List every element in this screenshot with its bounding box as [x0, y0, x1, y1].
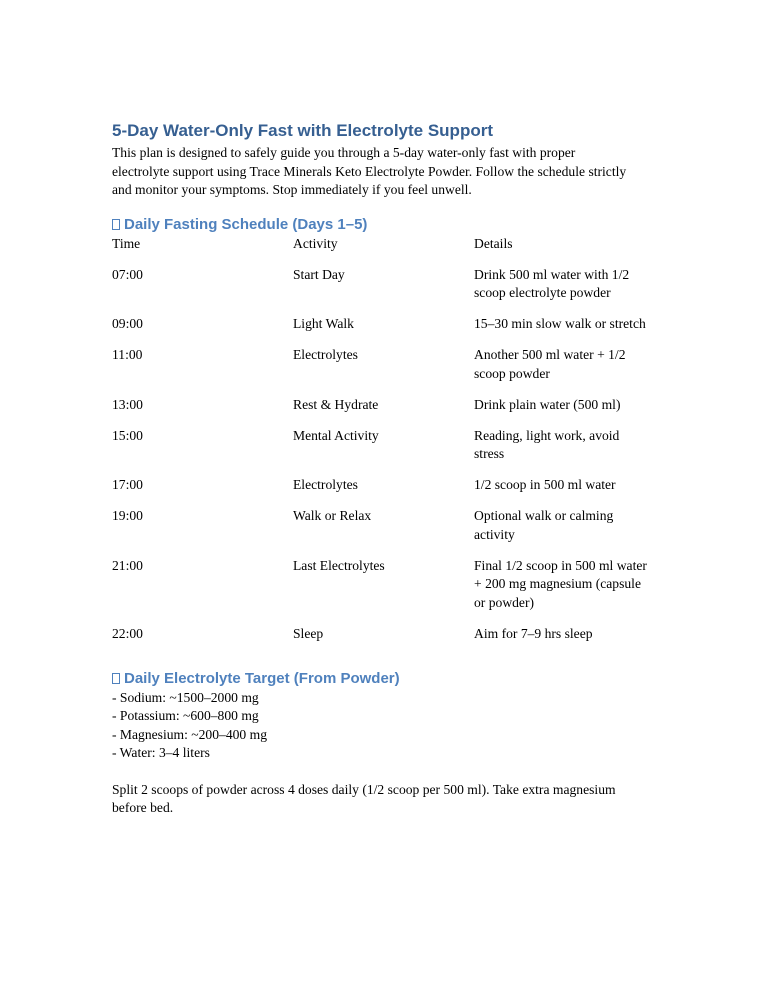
- cell-time: 22:00: [112, 625, 143, 641]
- table-row: [112, 266, 649, 316]
- column-header-time: Time: [112, 235, 141, 251]
- table-row: [112, 346, 649, 396]
- cell-details: Final 1/2 scoop in 500 ml water + 200 mg magnesium (capsule or powder): [474, 557, 647, 610]
- intro-paragraph: This plan is designed to safely guide you through a 5-day water-only fast with proper electrolyte support using Trace Minerals Keto Electrolyte Powder. Follow the schedule strictly and monitor your symptoms. Stop immediately if you feel unwell.: [112, 145, 627, 197]
- targets-heading: Daily Electrolyte Target (From Powder): [112, 669, 652, 689]
- missing-glyph-icon: [112, 219, 120, 230]
- missing-glyph-icon: [112, 673, 120, 684]
- column-header-details: Details: [474, 235, 513, 251]
- cell-activity: Sleep: [293, 625, 324, 641]
- cell-details: Aim for 7–9 hrs sleep: [474, 625, 593, 641]
- cell-activity: Last Electrolytes: [293, 557, 385, 573]
- cell-activity: Start Day: [293, 266, 345, 282]
- table-row: [112, 507, 649, 557]
- dosing-note: Split 2 scoops of powder across 4 doses daily (1/2 scoop per 500 ml). Take extra magnesium before bed.: [112, 781, 616, 815]
- cell-time: 19:00: [112, 508, 143, 523]
- cell-time: 17:00: [112, 477, 143, 492]
- cell-activity: Light Walk: [293, 316, 354, 331]
- cell-details: 1/2 scoop in 500 ml water: [474, 477, 616, 492]
- cell-activity: Mental Activity: [293, 427, 379, 443]
- table-row: [112, 557, 649, 625]
- document-page: [112, 120, 652, 818]
- document-title: 5-Day Water-Only Fast with Electrolyte Support: [112, 121, 493, 140]
- cell-time: 09:00: [112, 316, 143, 331]
- cell-activity: Electrolytes: [293, 347, 358, 362]
- table-row: [112, 476, 649, 507]
- cell-activity: Walk or Relax: [293, 508, 372, 523]
- list-item: - Water: 3–4 liters: [112, 745, 210, 760]
- cell-time: 07:00: [112, 266, 143, 282]
- cell-details: Drink 500 ml water with 1/2 scoop electrolyte powder: [474, 266, 630, 300]
- list-item: - Sodium: ~1500–2000 mg: [112, 689, 259, 705]
- cell-activity: Rest & Hydrate: [293, 396, 379, 412]
- column-header-activity: Activity: [293, 235, 338, 251]
- cell-details: Reading, light work, avoid stress: [474, 427, 620, 461]
- cell-activity: Electrolytes: [293, 477, 358, 492]
- cell-time: 21:00: [112, 557, 143, 573]
- cell-time: 11:00: [112, 347, 143, 362]
- cell-details: Another 500 ml water + 1/2 scoop powder: [474, 347, 626, 381]
- table-row: [112, 625, 649, 656]
- cell-details: Optional walk or calming activity: [474, 508, 614, 542]
- list-item: - Magnesium: ~200–400 mg: [112, 726, 267, 742]
- schedule-heading: Daily Fasting Schedule (Days 1–5): [112, 215, 652, 235]
- schedule-table: [112, 235, 649, 656]
- cell-time: 13:00: [112, 396, 143, 412]
- list-item: - Potassium: ~600–800 mg: [112, 708, 259, 723]
- table-row: [112, 427, 649, 477]
- table-header-row: [112, 235, 649, 266]
- table-row: [112, 396, 649, 427]
- cell-details: 15–30 min slow walk or stretch: [474, 316, 646, 331]
- cell-time: 15:00: [112, 427, 143, 443]
- targets-list: [112, 689, 652, 763]
- table-row: [112, 315, 649, 346]
- cell-details: Drink plain water (500 ml): [474, 396, 621, 412]
